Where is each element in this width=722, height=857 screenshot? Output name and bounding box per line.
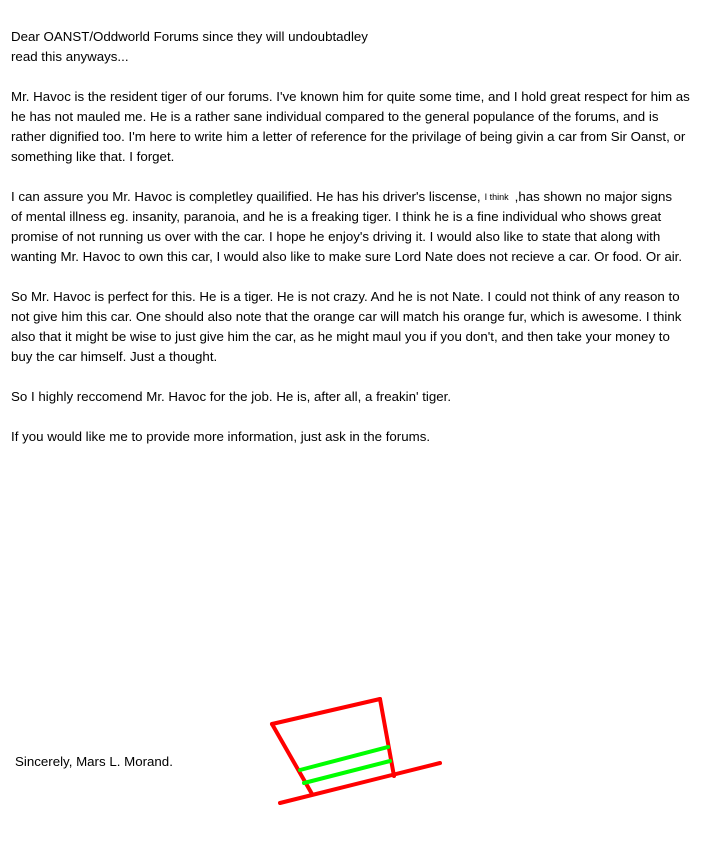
paragraph-2-line-1-end: ,has shown no major signs xyxy=(514,189,673,204)
paragraph-5 xyxy=(11,427,711,447)
paragraph-4 xyxy=(11,387,711,407)
small-note-text: I think xyxy=(484,192,509,203)
salutation-line-2: read this anyways... xyxy=(11,49,129,64)
paragraph-3-line-3: also that it might be wise to just give him the car, as he might maul you if you don't, and then take your money to xyxy=(11,329,670,345)
hat-top-edge xyxy=(272,699,380,724)
paragraph-3 xyxy=(11,287,711,367)
paragraph-1-line-1: Mr. Havoc is the resident tiger of our forums. I've known him for quite some time, and I hold great respect for him as xyxy=(11,89,690,104)
paragraph-2-line-2: of mental illness eg. insanity, paranoia, and he is a freaking tiger. I think he is a fine individual who shows great xyxy=(11,209,662,225)
paragraph-2-line-4: wanting Mr. Havoc to own this car, I would also like to make sure Lord Nate does not recieve a car. Or food. Or air. xyxy=(11,249,683,265)
salutation xyxy=(11,27,711,67)
letter-body xyxy=(11,27,711,467)
paragraph-3-line-2: not give him this car. One should also note that the orange car will match his orange fur, which is awesome. I think xyxy=(11,309,682,325)
paragraph-2-line-1-start: I can assure you Mr. Havoc is completley quailified. He has his driver's liscense, xyxy=(11,189,481,204)
paragraph-1 xyxy=(11,87,711,167)
paragraph-2 xyxy=(11,187,711,267)
top-hat-icon xyxy=(262,688,452,813)
salutation-line-1: Dear OANST/Oddworld Forums since they will undoubtadley xyxy=(11,29,368,44)
paragraph-1-line-2: he has not mauled me. He is a rather sane individual compared to the general populance of the forums, and is xyxy=(11,109,659,124)
paragraph-5-line-1: If you would like me to provide more information, just ask in the forums. xyxy=(11,429,431,445)
signature: Sincerely, Mars L. Morand. xyxy=(15,754,173,769)
paragraph-4-line-1: So I highly reccomend Mr. Havoc for the job. He is, after all, a freakin' tiger. xyxy=(11,389,452,405)
paragraph-3-line-4: buy the car himself. Just a thought. xyxy=(11,349,218,365)
paragraph-3-line-1: So Mr. Havoc is perfect for this. He is a tiger. He is not crazy. And he is not Nate. I could not think of any reason to xyxy=(11,289,680,305)
paragraph-2-line-1 xyxy=(11,187,711,207)
paragraph-1-line-4: something like that. I forget. xyxy=(11,149,175,164)
paragraph-2-line-3: promise of not running us over with the car. I hope he enjoy's driving it. I would also like to state that along with xyxy=(11,229,661,245)
paragraph-1-line-3: rather dignified too. I'm here to write him a letter of reference for the privilage of being givin a car from Sir Oanst, or xyxy=(11,129,686,144)
